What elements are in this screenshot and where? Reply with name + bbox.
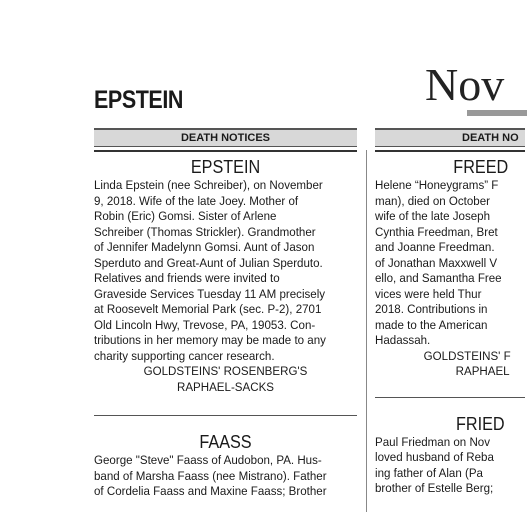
notice-body	[375, 178, 525, 349]
notice-line: Schreiber (Thomas Strickler). Grandmother	[94, 224, 316, 239]
notice-line: of Jonathan Maxxwell V	[375, 255, 498, 270]
section-header: DEATH NOTICES	[94, 128, 357, 147]
masthead-underline	[467, 110, 527, 116]
notice-line: ello, and Samantha Free	[375, 271, 502, 285]
notice-line: tributions in her memory may be made to any	[94, 333, 326, 347]
right-column	[375, 128, 525, 497]
notice-line: Cynthia Freedman, Bret	[375, 224, 498, 239]
notice-line: Old Lincoln Hwy, Trevose, PA, 19053. Con-	[94, 317, 316, 332]
notice-line: made to the American	[375, 317, 488, 332]
notice-line: Robin (Eric) Gomsi. Sister of Arlene	[94, 209, 277, 223]
funeral-home: GOLDSTEINS' F	[423, 348, 511, 363]
notice-name: FRIED	[456, 413, 505, 434]
notice-line: George "Steve" Faass of Audobon, PA. Hus-	[94, 453, 322, 467]
funeral-home: RAPHAEL	[455, 364, 510, 378]
funeral-home: RAPHAEL-SACKS	[176, 379, 274, 394]
notice-line: at Roosevelt Memorial Park (sec. P-2), 2701	[94, 302, 322, 316]
notice-body	[94, 453, 357, 500]
notice-line: vices were held Thur	[375, 286, 482, 301]
section-header: DEATH NO	[375, 128, 525, 147]
notice-line: charity supporting cancer research.	[94, 348, 275, 363]
death-notice	[375, 157, 525, 380]
notice-line: wife of the late Joseph	[375, 209, 491, 223]
notice-line: and Joanne Freedman.	[375, 240, 495, 254]
notice-line: 9, 2018. Wife of the late Joey. Mother of	[94, 193, 299, 208]
funeral-home: GOLDSTEINS' ROSENBERG'S	[143, 364, 308, 378]
notice-line: Helene “Honeygrams” F	[375, 178, 499, 192]
notice-line: 2018. Contributions in	[375, 302, 488, 316]
notice-line: ing father of Alan (Pa	[375, 465, 483, 480]
notice-body	[94, 178, 357, 364]
death-notice	[375, 414, 525, 497]
notice-separator	[94, 415, 357, 416]
header-rule	[375, 150, 525, 152]
notice-line: Linda Epstein (nee Schreiber), on November	[94, 178, 323, 192]
newspaper-masthead: Nov	[425, 59, 505, 110]
notice-separator	[375, 397, 525, 398]
header-rule	[94, 150, 357, 152]
notice-line: loved husband of Reba	[375, 450, 494, 464]
notice-line: brother of Estelle Berg;	[375, 481, 494, 495]
notice-line: Graveside Services Tuesday 11 AM precisely	[94, 286, 326, 301]
death-notice	[94, 432, 357, 500]
notice-name: EPSTEIN	[190, 157, 261, 177]
death-notice	[94, 157, 357, 395]
notice-name: FREED	[453, 157, 509, 177]
column-divider	[366, 150, 367, 512]
notice-line: Relatives and friends were invited to	[94, 271, 280, 285]
notice-line: Hadassah.	[375, 333, 431, 347]
notice-line: band of Marsha Faass (nee Mistrano). Father	[94, 468, 327, 483]
page-title: EPSTEIN	[94, 86, 183, 114]
notice-line: of Cordelia Faass and Maxine Faass; Brother	[94, 484, 327, 498]
notice-line: of Jennifer Madelynn Gomsi. Aunt of Jason	[94, 240, 315, 254]
notice-line: man), died on October	[375, 193, 491, 208]
notice-name: FAASS	[199, 432, 252, 452]
notice-line: Paul Friedman on Nov	[375, 434, 491, 449]
notice-line: Sperduto and Great-Aunt of Julian Sperduto.	[94, 255, 323, 270]
left-column	[94, 128, 357, 500]
notice-body	[375, 435, 525, 497]
